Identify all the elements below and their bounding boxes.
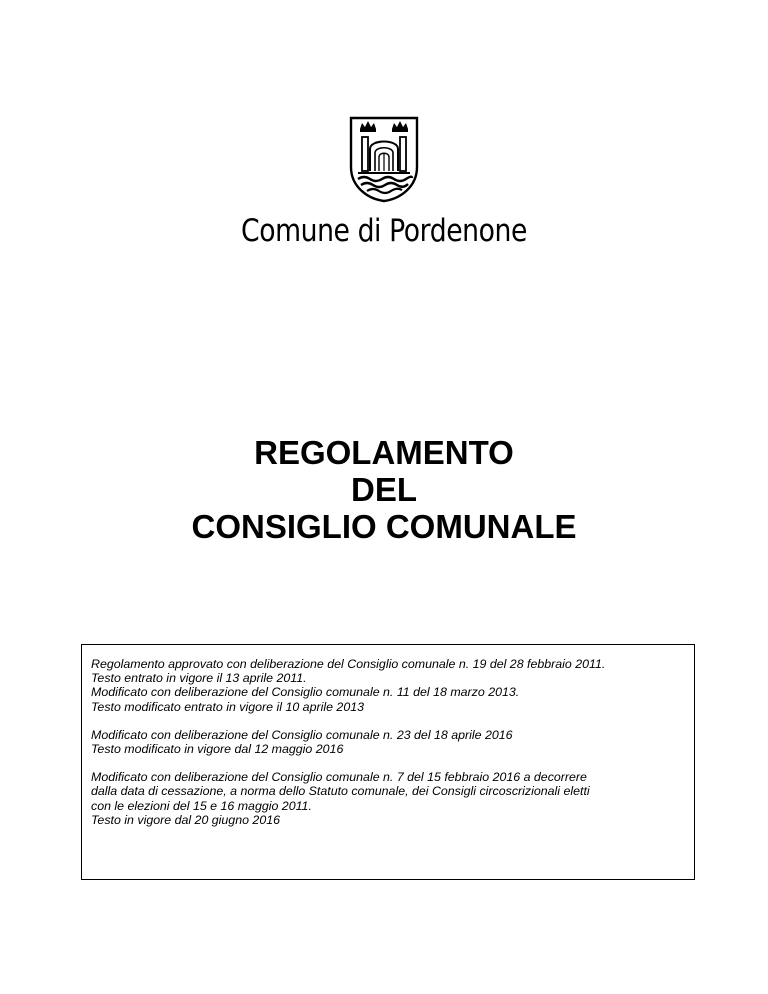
notes-paragraph-2 (91, 728, 686, 756)
title-line-3: CONSIGLIO COMUNALE (191, 508, 577, 545)
title-line-2: DEL (351, 471, 417, 508)
title-line-1: REGOLAMENTO (254, 434, 514, 471)
notes-line: Modificato con deliberazione del Consiglio comunale n. 7 del 15 febbraio 2016 a decorrere (91, 770, 587, 785)
notes-line: con le elezioni del 15 e 16 maggio 2011. (91, 798, 312, 813)
notes-paragraph-1 (91, 657, 686, 714)
notes-line: Testo modificato in vigore dal 12 maggio 2016 (91, 742, 344, 757)
notes-line: Testo modificato entrato in vigore il 10 aprile 2013 (91, 699, 364, 714)
document-title (0, 434, 768, 545)
notes-line: Modificato con deliberazione del Consiglio comunale n. 23 del 18 aprile 2016 (91, 727, 513, 742)
notes-line: Testo in vigore dal 20 giugno 2016 (91, 812, 280, 827)
municipality-name: Comune di Pordenone (241, 213, 527, 249)
revision-notes-box (81, 644, 695, 880)
notes-line: Modificato con deliberazione del Consiglio comunale n. 11 del 18 marzo 2013. (91, 685, 520, 700)
notes-paragraph-3 (91, 770, 686, 827)
notes-line: Regolamento approvato con deliberazione del Consiglio comunale n. 19 del 28 febbraio 2011. (91, 657, 606, 671)
notes-line: Testo entrato in vigore il 13 aprile 2011. (91, 671, 307, 686)
coat-of-arms-icon (348, 115, 420, 203)
notes-line: dalla data di cessazione, a norma dello Statuto comunale, dei Consigli circoscrizionali eletti (91, 784, 590, 799)
